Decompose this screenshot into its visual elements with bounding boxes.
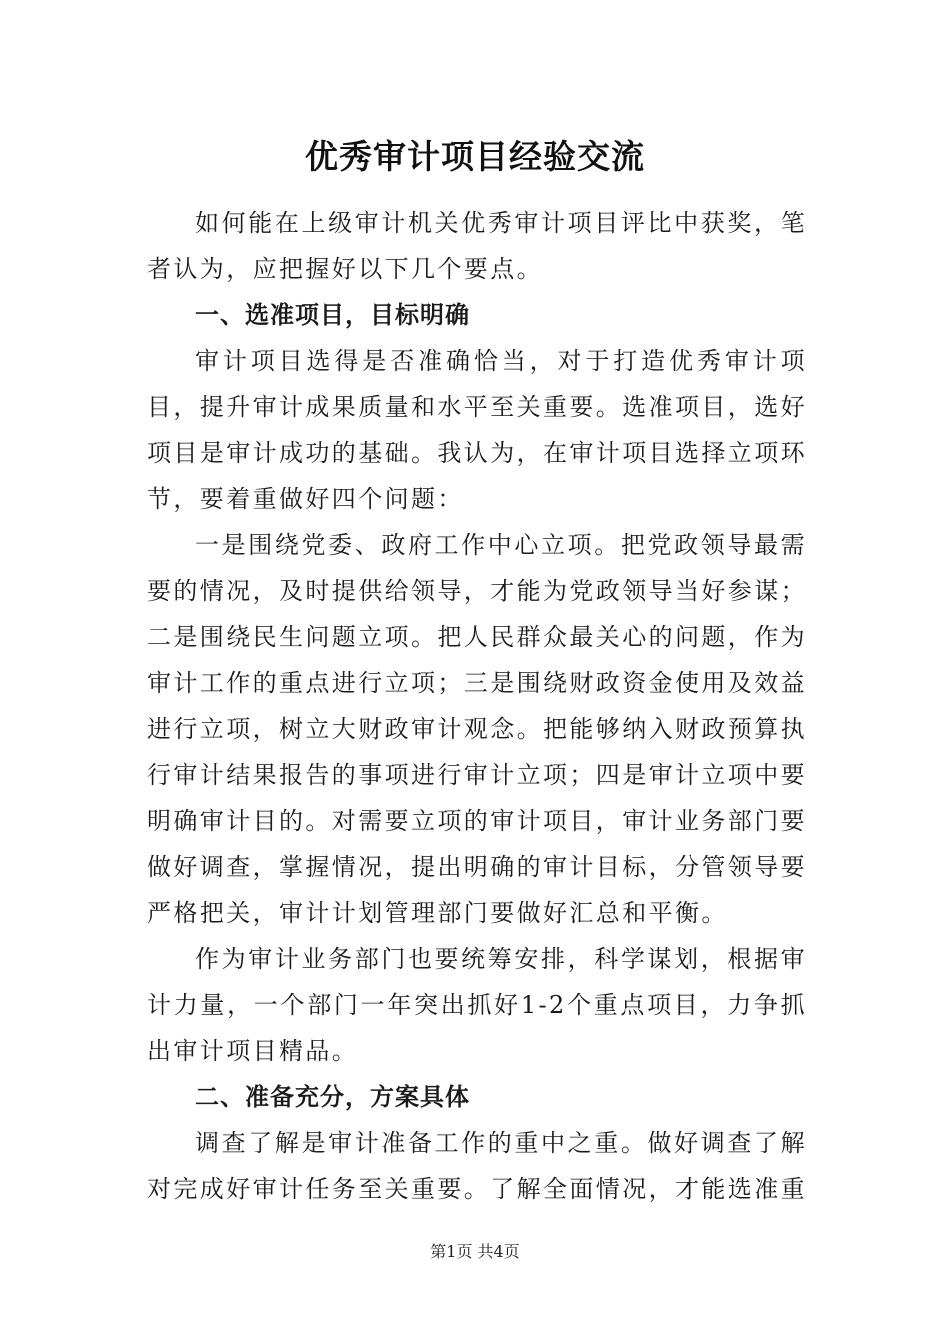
- paragraph-four-points: 一是围绕党委、政府工作中心立项。把党政领导最需要的情况，及时提供给领导，才能为党政领导当好参谋；二是围绕民生问题立项。把人民群众最关心的问题，作为审计工作的重点进行立项；三是围绕财政资金使用及效益进行立项，树立大财政审计观念。把能够纳入财政预算执行审计结果报告的事项进行审计立项；四是审计立项中要明确审计目的。对需要立项的审计项目，审计业务部门要做好调查，掌握情况，提出明确的审计目标，分管领导要严格把关，审计计划管理部门要做好汇总和平衡。: [147, 531, 807, 927]
- document-title: 优秀审计项目经验交流: [305, 137, 645, 176]
- paragraph-preparation: 调查了解是审计准备工作的重中之重。做好调查了解对完成好审计任务至关重要。了解全面情况，才能选准重: [147, 1129, 807, 1203]
- section-heading-2: 二、准备充分，方案具体: [195, 1083, 470, 1111]
- document-body: [147, 200, 807, 1212]
- section-heading-1: 一、选准项目，目标明确: [195, 301, 470, 329]
- paragraph-intro: 如何能在上级审计机关优秀审计项目评比中获奖，笔者认为，应把握好以下几个要点。: [147, 209, 807, 283]
- paragraph-department-planning: 作为审计业务部门也要统筹安排，科学谋划，根据审计力量，一个部门一年突出抓好1-2个重点项目，力争抓出审计项目精品。: [147, 945, 807, 1065]
- paragraph-project-selection: 审计项目选得是否准确恰当，对于打造优秀审计项目，提升审计成果质量和水平至关重要。选准项目，选好项目是审计成功的基础。我认为，在审计项目选择立项环节，要着重做好四个问题：: [147, 347, 807, 513]
- page-number-footer: 第1页 共4页: [430, 1242, 520, 1261]
